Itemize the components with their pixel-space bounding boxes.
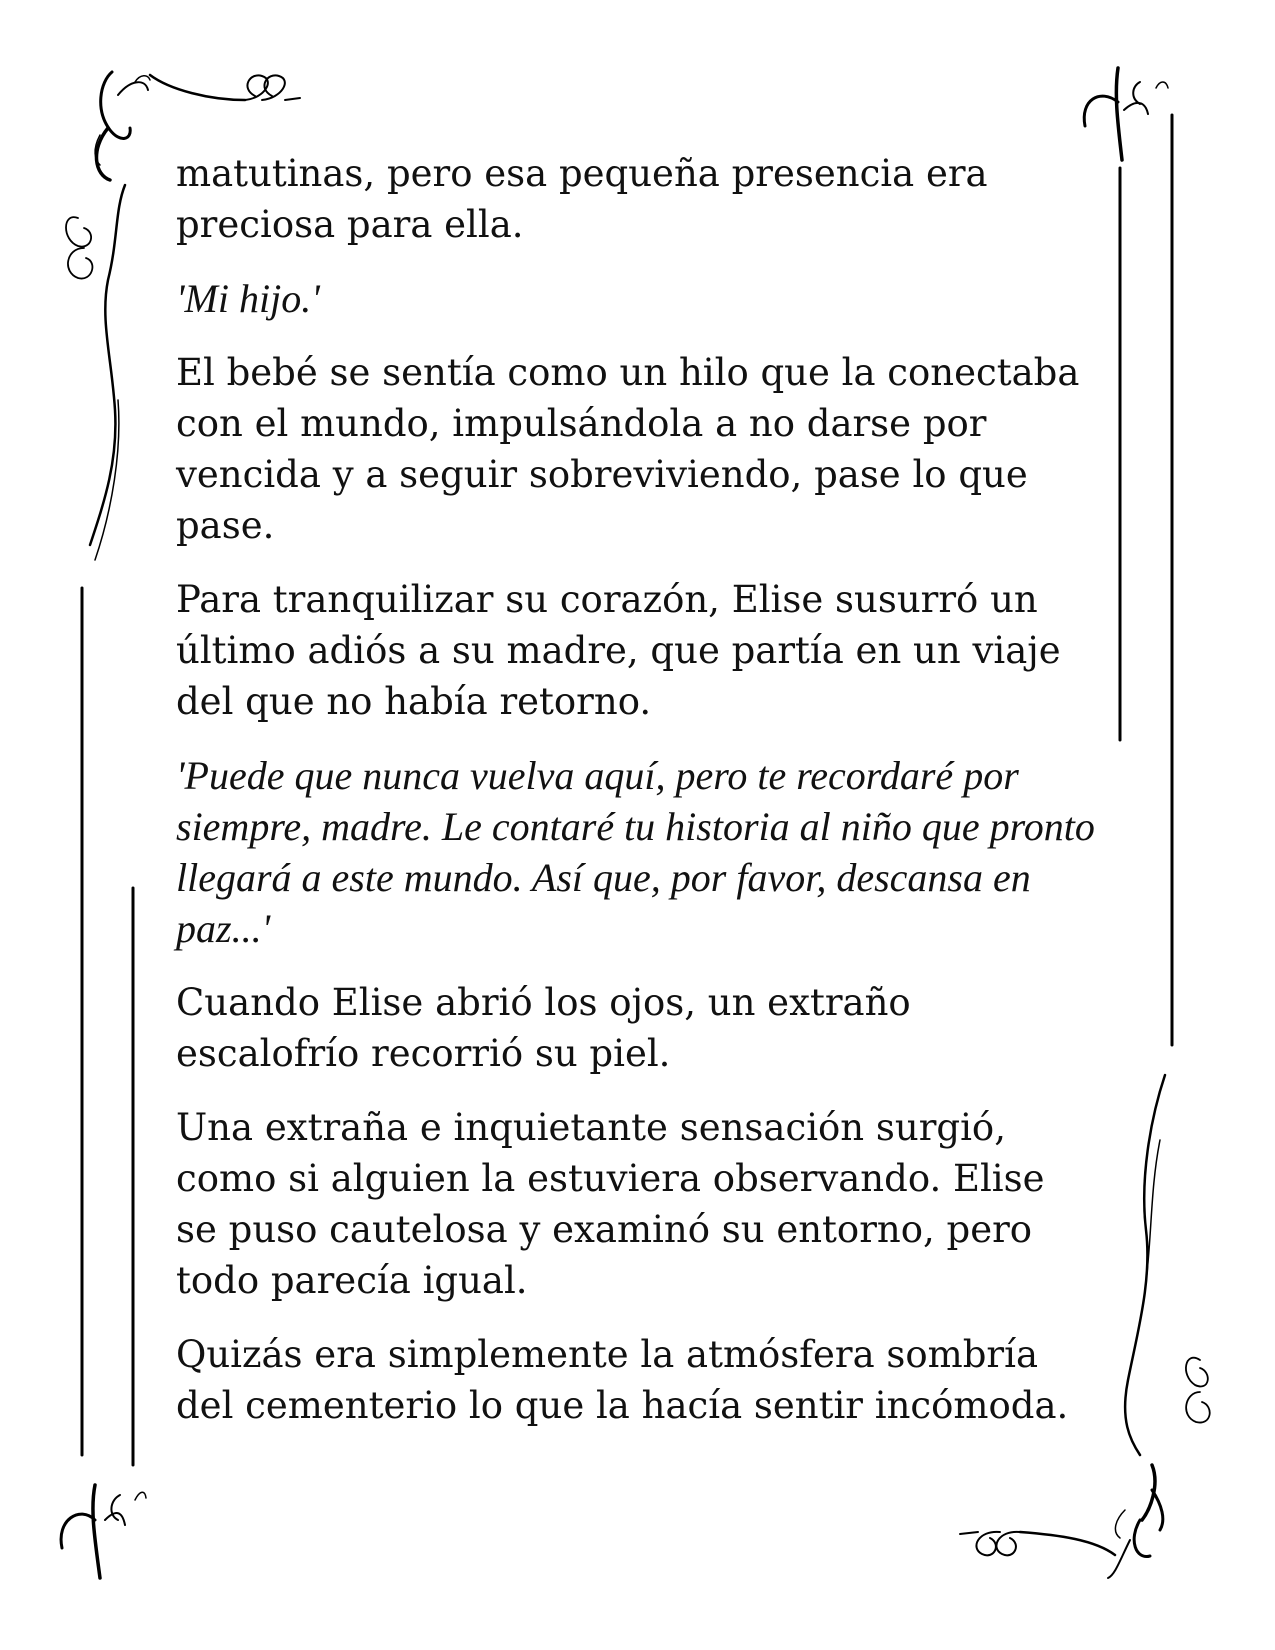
flourish-top-right xyxy=(1084,68,1168,160)
story-text xyxy=(176,148,1096,1454)
paragraph: Para tranquilizar su corazón, Elise susurró un último adiós a su madre, que partía en un viaje del que no había retorno. xyxy=(176,578,1061,723)
paragraph: El bebé se sentía como un hilo que la conectaba con el mundo, impulsándola a no darse por vencida y a seguir sobreviviendo, pase lo que pase. xyxy=(176,351,1080,547)
flourish-bottom-left xyxy=(61,1485,146,1578)
paragraph: matutinas, pero esa pequeña presencia era preciosa para ella. xyxy=(176,152,988,246)
paragraph: Una extraña e inquietante sensación surgió, como si alguien la estuviera observando. Elise se puso cautelosa y examinó su entorno, pero todo parecía igual. xyxy=(176,1106,1045,1302)
paragraph: Cuando Elise abrió los ojos, un extraño escalofrío recorrió su piel. xyxy=(176,981,911,1075)
paragraph-thought: 'Puede que nunca vuelva aquí, pero te recordaré por siempre, madre. Le contaré tu historia al niño que pronto llegará a este mundo. Así que, por favor, descansa en paz...' xyxy=(176,753,1095,951)
paragraph-thought: 'Mi hijo.' xyxy=(176,276,320,321)
paragraph: Quizás era simplemente la atmósfera sombría del cementerio lo que la hacía sentir incómoda. xyxy=(176,1333,1069,1427)
